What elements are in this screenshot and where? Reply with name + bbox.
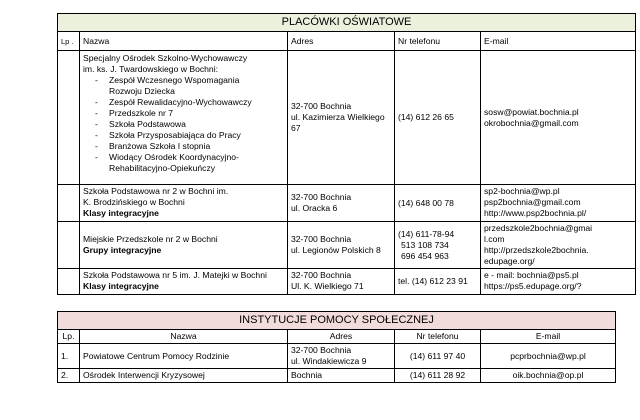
- adres-line: 32-700 Bochnia: [291, 234, 352, 244]
- cell-nazwa: [80, 185, 288, 222]
- sub-unit-item: - Przedszkole nr 7: [95, 108, 284, 119]
- cell-nazwa: [80, 269, 288, 295]
- email-link[interactable]: oik.bochnia@op.pl: [481, 369, 616, 383]
- header-telefon: Nr telefonu: [395, 32, 481, 51]
- cell-email: [481, 222, 636, 269]
- table-row: [58, 185, 636, 222]
- cell-email: [481, 185, 636, 222]
- website-link[interactable]: https://ps5.edupage.org/?: [484, 281, 582, 291]
- cell-adres: [288, 51, 395, 185]
- cell-lp: [58, 185, 80, 222]
- cell-telefon: tel. (14) 612 23 91: [395, 269, 481, 295]
- nazwa-line: Specjalny Ośrodek Szkolno-Wychowawczy: [83, 53, 248, 63]
- cell-lp: 2.: [58, 369, 80, 383]
- cell-telefon: (14) 648 00 78: [395, 185, 481, 222]
- adres-line: ul. Oracka 6: [291, 203, 338, 213]
- table-row: [58, 51, 636, 185]
- email-link[interactable]: pcprbochnia@wp.pl: [481, 344, 616, 369]
- header-email: E-mail: [481, 32, 636, 51]
- header-email: E-mail: [481, 330, 616, 344]
- cell-nazwa: [80, 222, 288, 269]
- website-link[interactable]: edupage.org/: [484, 256, 535, 266]
- sub-unit-item: - Szkoła Podstawowa: [95, 119, 284, 130]
- cell-nazwa: [80, 51, 288, 185]
- email-link[interactable]: psp2bochnia@gmail.com: [484, 197, 581, 207]
- table-row: [58, 222, 636, 269]
- cell-lp: [58, 51, 80, 185]
- adres-line: 32-700 Bochnia: [291, 345, 352, 355]
- sub-unit-item: - Szkoła Przysposabiająca do Pracy: [95, 130, 284, 141]
- email-link[interactable]: e - mail: bochnia@ps5.pl: [484, 270, 579, 280]
- email-link[interactable]: sosw@powiat.bochnia.pl: [484, 106, 579, 117]
- integration-label: Klasy integracyjne: [83, 281, 159, 291]
- placowki-title: PLACÓWKI OŚWIATOWE: [58, 14, 636, 32]
- nazwa-line: Szkoła Podstawowa nr 2 w Bochni im.: [83, 186, 229, 196]
- cell-email: [481, 269, 636, 295]
- cell-adres: [288, 185, 395, 222]
- sub-unit-list: [83, 75, 284, 174]
- cell-adres: Bochnia: [288, 369, 395, 383]
- header-adres: Adres: [288, 330, 395, 344]
- cell-adres: [288, 222, 395, 269]
- cell-email: [481, 51, 636, 185]
- cell-lp: 1.: [58, 344, 80, 369]
- nazwa-line: Szkoła Podstawowa nr 5 im. J. Matejki w Bochni: [83, 270, 267, 280]
- header-lp: Lp .: [58, 32, 80, 51]
- sub-unit-item: - Zespół Wczesnego Wspomagania Rozwoju Dziecka: [95, 75, 284, 97]
- table-row: [58, 269, 636, 295]
- integration-label: Klasy integracyjne: [83, 208, 159, 218]
- website-link[interactable]: http://www.psp2bochnia.pl/: [484, 208, 587, 218]
- cell-telefon: [395, 222, 481, 269]
- email-link[interactable]: l.com: [484, 234, 505, 244]
- sub-unit-item: - Branżowa Szkoła I stopnia: [95, 141, 284, 152]
- table-row: [58, 369, 616, 383]
- adres-line: ul. Kazimierza Wielkiego 67: [291, 112, 385, 133]
- placowki-header-row: [58, 32, 636, 51]
- email-link[interactable]: przedszkole2bochnia@gmai: [484, 223, 593, 233]
- nazwa-line: im. ks. J. Twardowskiego w Bochni:: [83, 64, 219, 74]
- cell-lp: [58, 222, 80, 269]
- telefon-line: (14) 611-78-94: [398, 228, 455, 239]
- email-link[interactable]: sp2-bochnia@wp.pl: [484, 186, 560, 196]
- cell-adres: [288, 269, 395, 295]
- cell-lp: [58, 269, 80, 295]
- adres-line: 32-700 Bochnia: [291, 101, 352, 111]
- cell-telefon: (14) 611 28 92: [395, 369, 481, 383]
- nazwa-line: K. Brodzińskiego w Bochni: [83, 197, 185, 207]
- placowki-table: [57, 13, 636, 295]
- instytucje-header-row: [58, 330, 616, 344]
- header-adres: Adres: [288, 32, 395, 51]
- table-row: [58, 344, 616, 369]
- header-nazwa: Nazwa: [80, 32, 288, 51]
- adres-line: ul. Legionów Polskich 8: [291, 245, 381, 255]
- cell-telefon: (14) 612 26 65: [395, 51, 481, 185]
- cell-telefon: (14) 611 97 40: [395, 344, 481, 369]
- instytucje-table: [57, 311, 616, 383]
- adres-line: 32-700 Bochnia: [291, 192, 352, 202]
- nazwa-line: Miejskie Przedszkole nr 2 w Bochni: [83, 234, 218, 244]
- cell-nazwa: Ośrodek Interwencji Kryzysowej: [80, 369, 288, 383]
- adres-line: ul. Windakiewicza 9: [291, 356, 367, 366]
- header-lp: Lp.: [58, 330, 80, 344]
- header-telefon: Nr telefonu: [395, 330, 481, 344]
- sub-unit-item: - Zespół Rewalidacyjno-Wychowawczy: [95, 97, 284, 108]
- email-link[interactable]: okrobochnia@gmail.com: [484, 117, 579, 128]
- cell-adres: [288, 344, 395, 369]
- telefon-line: 696 454 963: [401, 250, 449, 261]
- integration-label: Grupy integracyjne: [83, 245, 162, 255]
- adres-line: 32-700 Bochnia: [291, 270, 352, 280]
- adres-line: Ul. K. Wielkiego 71: [291, 281, 364, 291]
- header-nazwa: Nazwa: [80, 330, 288, 344]
- instytucje-title: INSTYTUCJE POMOCY SPOŁECZNEJ: [58, 312, 616, 330]
- website-link[interactable]: http://przedszkole2bochnia.: [484, 245, 589, 255]
- cell-nazwa: Powiatowe Centrum Pomocy Rodzinie: [80, 344, 288, 369]
- sub-unit-item: - Wiodący Ośrodek Koordynacyjno-Rehabilitacyjno-Opiekuńczy: [95, 152, 284, 174]
- telefon-line: 513 108 734: [401, 239, 449, 250]
